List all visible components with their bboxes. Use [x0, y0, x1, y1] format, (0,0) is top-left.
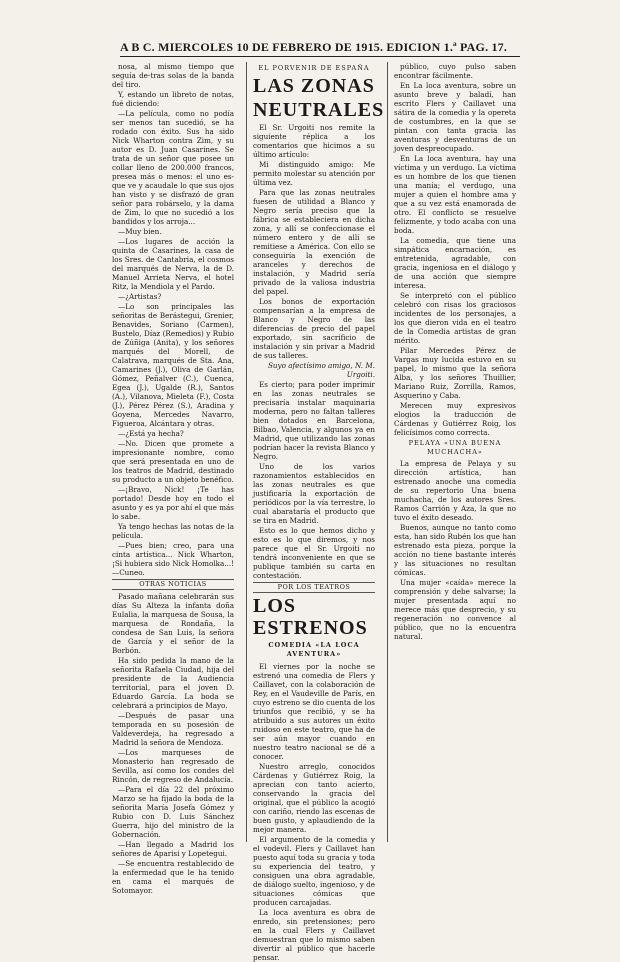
paragraph: La loca aventura es obra de enredo, sin pretensiones; pero en la cual Flers y Caillavet demuestran que lo mismo saben divertir al público que hacerle pensar. — [253, 908, 375, 962]
signature: Suyo afectísimo amigo, N. M. Urgoiti. — [268, 361, 375, 379]
paragraph: Merecen muy expresivos elogios la traducción de Cárdenas y Gutiérrez Roig, los felicísimos como correcta. — [394, 401, 516, 437]
paragraph: Ya tengo hechas las notas de la película. — [112, 522, 234, 540]
paragraph: La empresa de Pelaya y su dirección artística, han estrenado anoche una comedia de su repertorio Una buena muchacha, de los autores Sres. Ramos Carrión y Aza, la que no tuvo el éxito deseado. — [394, 459, 516, 522]
paragraph: —Lo son principales las señoritas de Berástegui, Grenier, Benavides, Soriano (Carmen), Bustelo, Díaz (Remedios) y Rubio de Zúñiga (Anita), y los señores marqués del Morell, de Calatrava, marqués de Sta. Ana, Camarines (J.), Oliva de Garlán, Gómez, Peñalver (C.), Cuenca, Egea (J.), Ugalde (R.), Santos (A.), Vilanova, Mieleta (F.), Costa (J.), Pérez Pérez (S.), Aradina y Goyena, Mercedes Navarro, Figueroa, Alcántara y otras. — [112, 302, 234, 428]
paragraph: Uno de los varios razonamientos establecidos en las zonas neutrales es que justificaría la exportación de periódicos por la vía terrestre, lo cual abarataría el producto que se tira en Madrid. — [253, 462, 375, 525]
paragraph: Nuestro arreglo, conocidos Cárdenas y Gutiérrez Roig, la aprecian con tanto acierto, conservando la gracia del original, que el público la acogió con cariño, riendo las escenas de buen gusto, y aplaudiendo de la mejor manera. — [253, 762, 375, 834]
headline: LAS ZONAS — [253, 75, 375, 97]
section-heading: POR LOS TEATROS — [253, 582, 375, 593]
column-zonas-estrenos — [253, 62, 385, 962]
paragraph: Pasado mañana celebrarán sus días Su Alteza la infanta doña Eulalia, la marquesa de Sousa, la marquesa de Rondaña, la condesa de San Luis, la señora de García y el señor de la Borbón. — [112, 592, 234, 655]
rubric: EL PORVENIR DE ESPAÑA — [258, 64, 370, 72]
paragraph: —Después de pasar una temporada en su posesión de Valdeverdeja, ha regresado a Madrid la señora de Mendoza. — [112, 711, 234, 747]
paragraph: público, cuyo pulso saben encontrar fácilmente. — [394, 62, 516, 80]
paragraph: El argumento de la comedia y el vodevil. Flers y Caillavet han puesto aquí toda su gracia y toda su experiencia del teatro, y consiguen una obra agradable, de diálogo suelto, ingenioso, y de situaciones cómicas que producen carcajadas. — [253, 835, 375, 907]
paragraph: Para que las zonas neutrales fuesen de utilidad a Blanco y Negro sería preciso que la fábrica se estableciera en dicha zona, y allí se confeccionase el número entero y de allí se remitiese a América. Con ello se conseguiría la exención de aranceles y derechos de instalación, y Madrid sería privado de la valiosa industria del papel. — [253, 188, 375, 296]
header-rule — [120, 56, 520, 57]
paragraph: Pilar Mercedes Pérez de Vargas muy lucida estuvo en su papel, lo mismo que la señora Alba, y los señores Thuillier, Mariano Ruiz, Zorrilla, Ramos, Asquerino y Caba. — [394, 346, 516, 400]
paragraph: En La loca aventura, hay una víctima y un verdugo. La víctima es un hombre de los que tienen una manía; el verdugo, una mujer a quien el hombre ama y que a su vez está enamorada de otro. El conflicto se resuelve felizmente, y todo acaba con una boda. — [394, 154, 516, 235]
paragraph: —Muy bien. — [118, 227, 162, 236]
paragraph: —Para el día 22 del próximo Marzo se ha fijado la boda de la señorita María Josefa Gómez y Rubio con D. Luis Sánchez Guerra, hijo del ministro de la Gobernación. — [112, 785, 234, 839]
paragraph: Mi distinguido amigo: Me permito molestar su atención por última vez. — [253, 160, 375, 187]
paragraph: Buenos, aunque no tanto como esta, han sido Rubén los que han estrenado esta pieza, porque la acción no tiene bastante interés y las situaciones no resultan cómicas. — [394, 523, 516, 577]
subheading: COMEDIA «LA LOCA AVENTURA» — [268, 641, 360, 658]
paragraph: —No. Dicen que promete a impresionante nombre, como que será presentada en uno de los teatros de Madrid, destinado su producto a un objeto benéfico. — [112, 439, 234, 484]
paragraph: —Se encuentra restablecido de la enfermedad que le ha tenido en cama el marqués de Sotomayor. — [112, 859, 234, 895]
paragraph: El Sr. Urgoiti nos remite la siguiente réplica a los comentarios que hicimos a su último artículo: — [253, 123, 375, 159]
rubric: PELAYA «UNA BUENA MUCHACHA» — [408, 439, 502, 456]
paragraph: En La loca aventura, sobre un asunto breve y baladí, han escrito Flers y Caillavet una sátira de la comedia y la opereta de costumbres, en la que se pintan con tanta gracia las aventuras y desventuras de un joven despreocupado. — [394, 81, 516, 153]
paragraph: nosa, al mismo tiempo que seguía de-tras solas de la banda del tiro. — [112, 62, 234, 89]
column-divider — [387, 62, 388, 842]
paragraph: La comedia, que tiene una simpática encarnación, es entretenida, agradable, con gracia, ingeniosa en el diálogo y de una acción que siempre interesa. — [394, 236, 516, 290]
paragraph: —Los marqueses de Monasterio han regresado de Sevilla, así como los condes del Rincón, de regreso de Andalucía. — [112, 748, 234, 784]
page-header: A B C. MIERCOLES 10 DE FEBRERO DE 1915. EDICION 1.ª PAG. 17. — [120, 40, 508, 54]
column-society-news — [112, 62, 234, 895]
paragraph: Y, estando un libreto de notas, fué diciendo: — [112, 90, 234, 108]
paragraph: Es cierto; para poder imprimir en las zonas neutrales se precisaría instalar maquinaria moderna, pero no faltan talleres bien dotados en Barcelona, Bilbao, Valencia, y algunos ya en Madrid, que utilizando las zonas podrían hacer la revista Blanco y Negro. — [253, 380, 375, 461]
paragraph: —¿Artistas? — [118, 292, 162, 301]
paragraph: Esto es lo que hemos dicho y esto es lo que diremos, y nos parece que el Sr. Urgoiti no tendrá inconveniente en que se publique también su carta en contestación. — [253, 526, 375, 580]
paragraph: Los bonos de exportación compensarían a la empresa de Blanco y Negro de las diferencias de precio del papel exportado, sin sacrificio de instalación y sin privar a Madrid de sus talleres. — [253, 297, 375, 360]
paragraph: El viernes por la noche se estrenó una comedia de Flers y Caillavet, con la colaboración de Rey, en el Vaudeville de París, en cuyo estreno se dio cuenta de los triunfos que recibió, y se ha atribuido a sus autores un éxito ruidoso en este teatro, que ha de ser aún mayor cuando en nuestro teatro nacional se dé a conocer. — [253, 662, 375, 761]
paragraph: —La película, como no podía ser menos tan sucedió, se ha rodado con éxito. Sus ha sido Nick Wharton contra Zim, y su autor es D. Juan Casarines. Se trata de un señor que posee un collar lleno de 200.000 francos, presea más o menos: el uno es-que ve y acaudale lo que sus ojos han visto y se disfrazó de gran señor para robárselo, y la dama de Zim, lo que no sucedió a los bandidos y los arroja... — [112, 109, 234, 226]
headline: LOS ESTRENOS — [253, 595, 368, 639]
paragraph: —Los lugares de acción la quinta de Casarines, la casa de los Sres. de Cantabria, el cosmos del marqués de Nerva, la de D. Manuel Arrieta Nerva, el hotel Ritz, la Mendiola y el Pardo. — [112, 237, 234, 291]
paragraph: —¡Bravo, Nick! ¡Te has portado! Desde hoy en todo el asunto y es ya por ahí el que más lo sabe. — [112, 485, 234, 521]
paragraph: —¿Está ya hecha? — [118, 429, 184, 438]
paragraph: Una mujer «caída» merece la comprensión y debe salvarse; la mujer presentada aquí no merece más que desprecio, y su regeneración no convence al público, que no la encuentra natural. — [394, 578, 516, 641]
column-divider — [246, 62, 247, 842]
headline: NEUTRALES — [253, 99, 385, 121]
column-theatre-review — [394, 62, 516, 842]
paragraph: Se interpretó con el público celebró con risas los graciosos incidentes de los personajes, a los que dieron vida en el teatro de la Comedia artistas de gran mérito. — [394, 291, 516, 345]
section-heading: OTRAS NOTICIAS — [112, 579, 234, 590]
paragraph: —Pues bien; creo, para una cinta artística... Nick Wharton, ¡Si hubiera sido Nick Homolka...! —Cuneo. — [112, 541, 234, 577]
paragraph: —Han llegado a Madrid los señores de Aparisi y Lopetegui. — [112, 840, 234, 858]
paragraph: Ha sido pedida la mano de la señorita Rafaela Ciudad, hija del presidente de la Audiencia territorial, para el joven D. Eduardo García. La boda se celebrará a principios de Mayo. — [112, 656, 234, 710]
